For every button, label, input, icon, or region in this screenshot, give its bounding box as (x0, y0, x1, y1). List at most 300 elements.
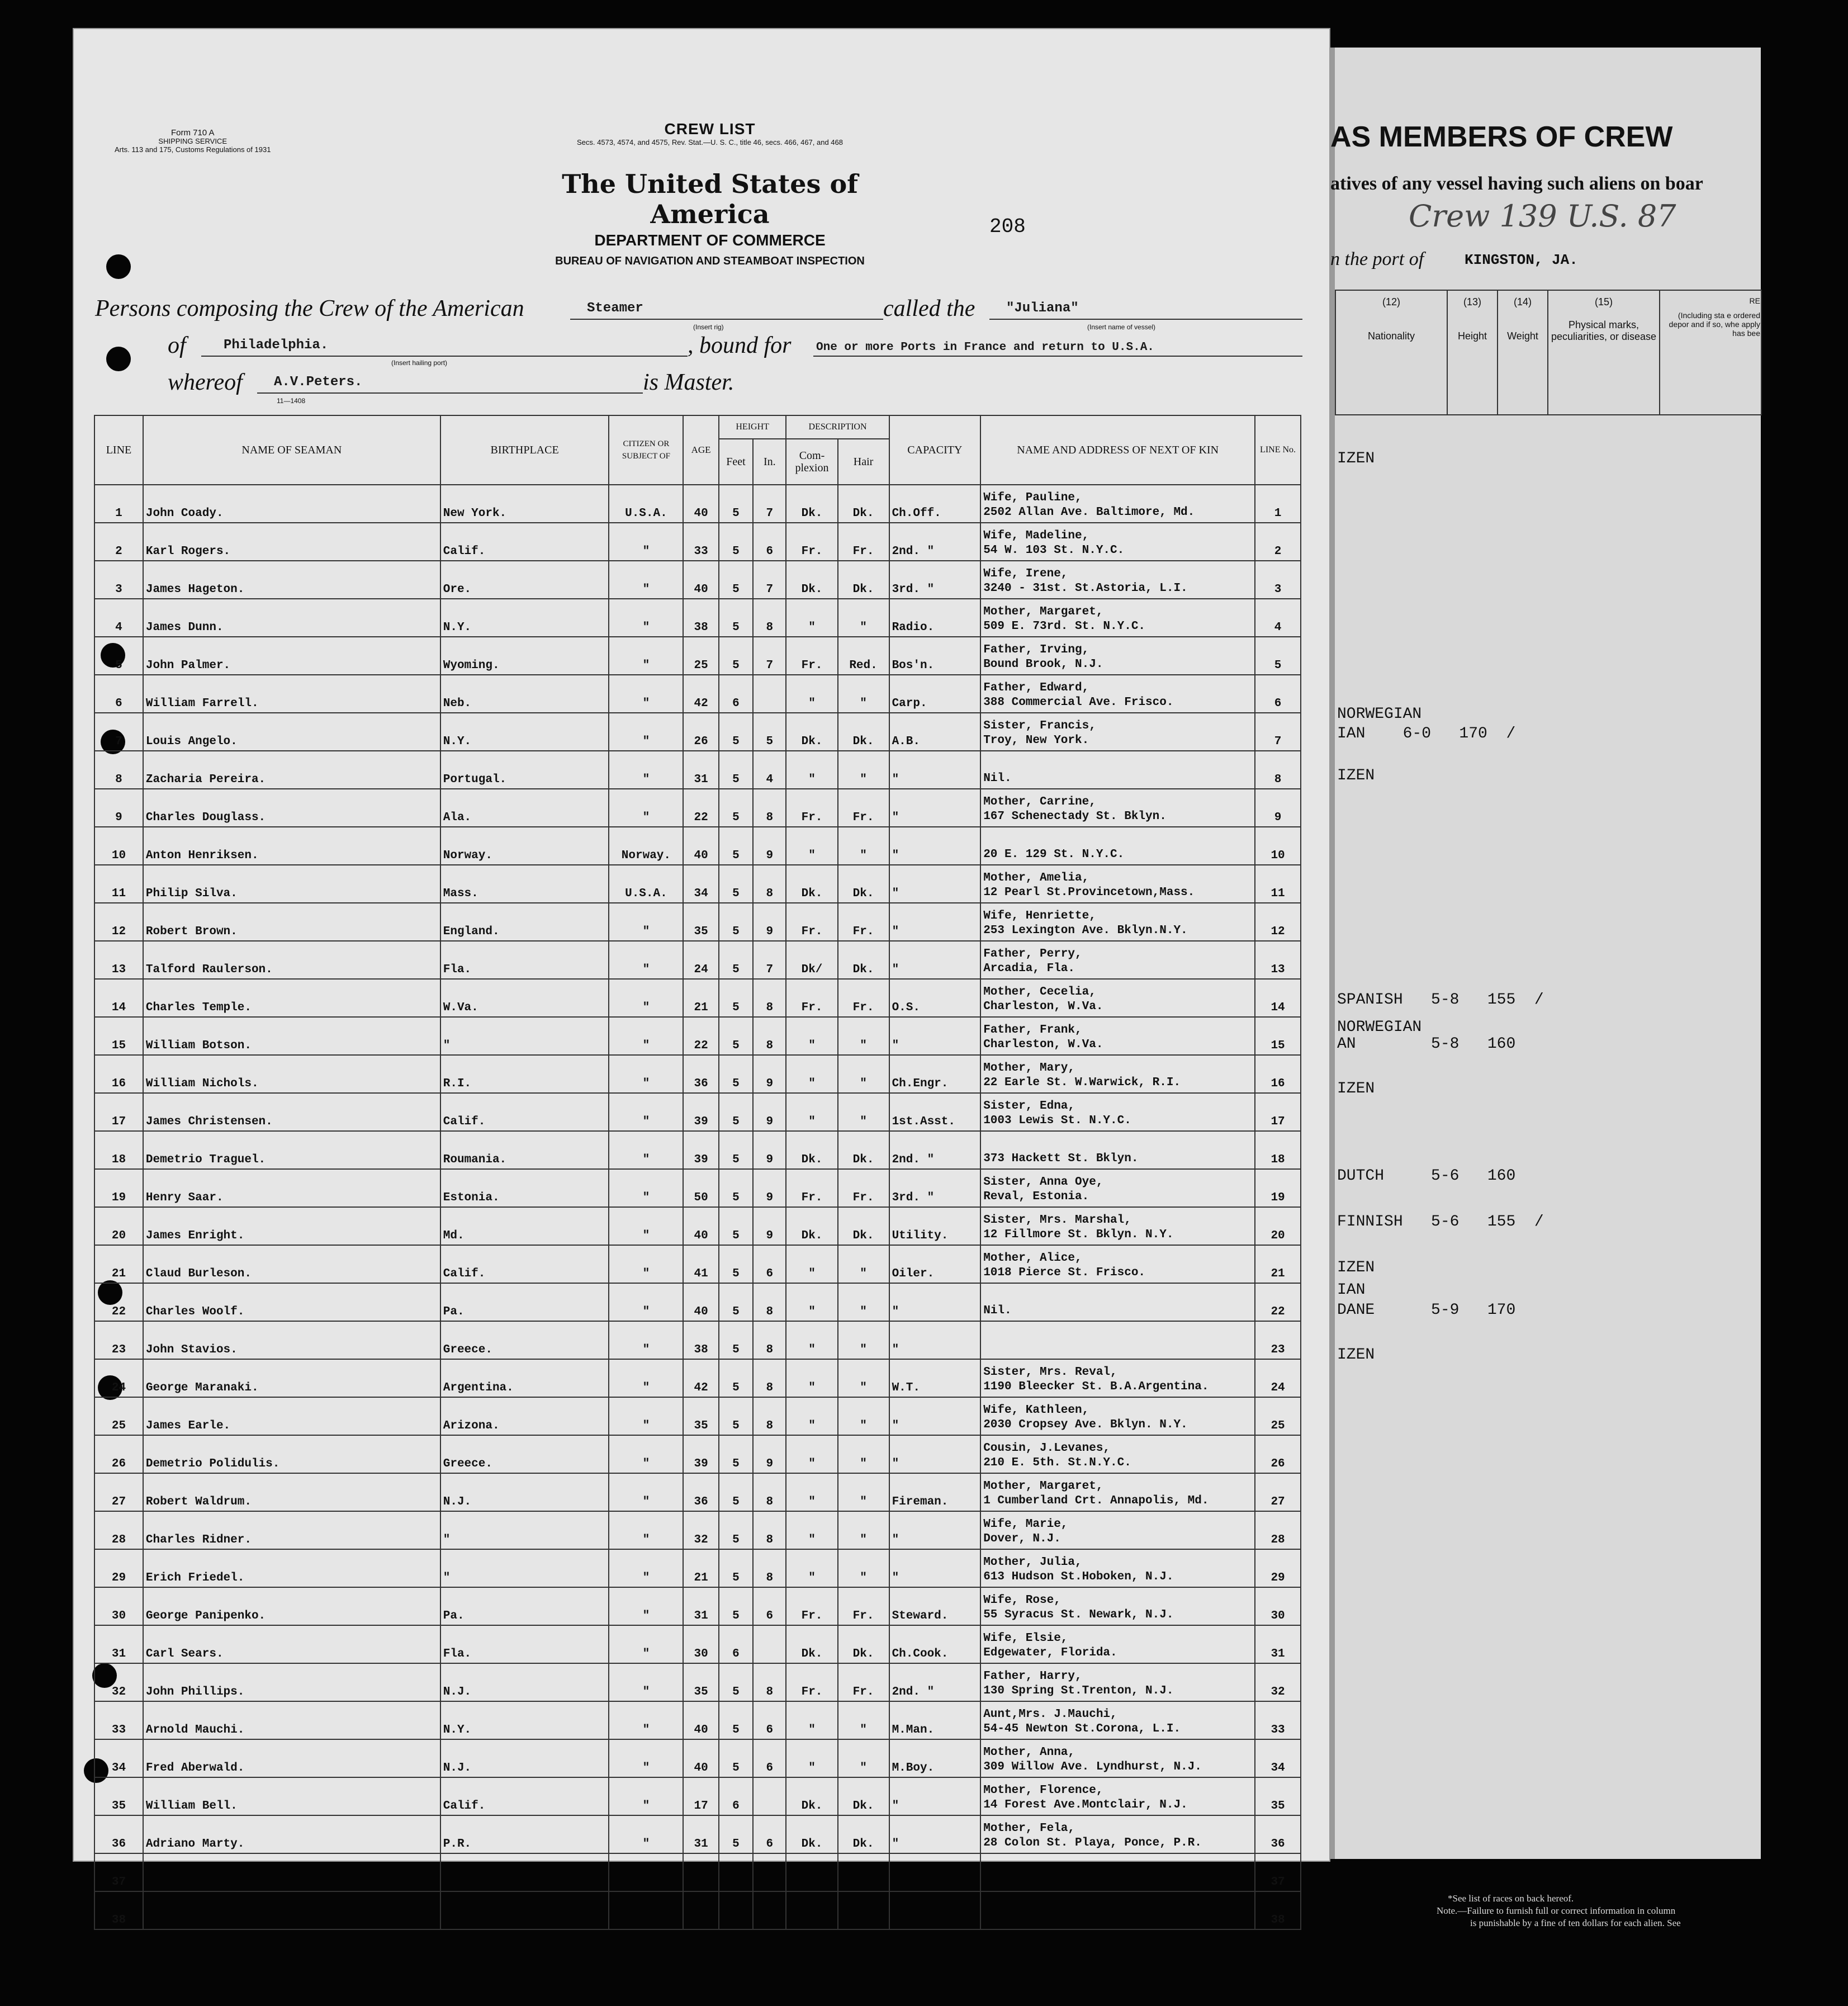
note-races: *See list of races on back hereof. (1448, 1893, 1574, 1904)
col-height: HEIGHT (719, 415, 786, 439)
right-page-subtitle: atives of any vessel having such aliens on boar (1330, 173, 1703, 194)
next-of-kin (980, 599, 1255, 637)
height-inches: 5 (753, 713, 786, 751)
capacity: Ch.Cook. (889, 1625, 981, 1663)
hair: " (838, 1245, 889, 1283)
table-row (94, 1435, 1301, 1473)
age: 38 (683, 599, 718, 637)
line-number-right: 22 (1255, 1283, 1301, 1321)
complexion: Fr. (786, 903, 837, 941)
kin-address: 2030 Cropsey Ave. Bklyn. N.Y. (983, 1418, 1188, 1431)
hair: " (838, 675, 889, 713)
citizenship: " (609, 523, 683, 561)
hair: Dk. (838, 1777, 889, 1815)
kin-address: 373 Hackett St. Bklyn. (983, 1152, 1139, 1165)
hair: Dk. (838, 941, 889, 979)
alien-entry: IZEN (1337, 1080, 1375, 1097)
age: 39 (683, 1435, 718, 1473)
age: 36 (683, 1055, 718, 1093)
table-row (94, 1549, 1301, 1587)
height-feet: 5 (719, 1549, 753, 1587)
height-inches: 8 (753, 1397, 786, 1435)
capacity: " (889, 1777, 981, 1815)
citizenship: " (609, 1777, 683, 1815)
line-number: 4 (94, 599, 143, 637)
alien-header-row (1335, 290, 1761, 415)
age: 21 (683, 979, 718, 1017)
height-inches: 8 (753, 1321, 786, 1359)
hair: Dk. (838, 561, 889, 599)
birthplace: Argentina. (440, 1359, 609, 1397)
complexion: Fr. (786, 1587, 837, 1625)
height-feet: 5 (719, 1473, 753, 1511)
capacity: 2nd. " (889, 523, 981, 561)
destination: One or more Ports in France and return to U.S.A. (816, 341, 1154, 354)
col-r-height (1447, 290, 1498, 415)
capacity (889, 1891, 981, 1929)
arrival-port: KINGSTON, JA. (1465, 252, 1578, 268)
line-number: 11 (94, 865, 143, 903)
next-of-kin (980, 1549, 1255, 1587)
kin-address: 1018 Pierce St. Frisco. (983, 1266, 1146, 1279)
birthplace: R.I. (440, 1055, 609, 1093)
capacity: " (889, 1435, 981, 1473)
kin-address: 388 Commercial Ave. Frisco. (983, 696, 1174, 709)
next-of-kin (980, 1891, 1255, 1929)
next-of-kin (980, 1435, 1255, 1473)
hair: Fr. (838, 903, 889, 941)
height-feet: 6 (719, 675, 753, 713)
birthplace: Ala. (440, 789, 609, 827)
alien-entry: IZEN (1337, 1346, 1375, 1364)
next-of-kin (980, 1625, 1255, 1663)
height-inches: 9 (753, 903, 786, 941)
kin-name: Sister, Edna, (983, 1100, 1075, 1113)
line-number: 38 (94, 1891, 143, 1929)
line-number-right: 34 (1255, 1739, 1301, 1777)
height-feet: 5 (719, 523, 753, 561)
note-fine: is punishable by a fine of ten dollars for each alien. See (1470, 1918, 1681, 1928)
table-row (94, 1739, 1301, 1777)
complexion: " (786, 1283, 837, 1321)
crew-table-body (94, 485, 1301, 1929)
line-number-right: 10 (1255, 827, 1301, 865)
kin-address: 167 Schenectady St. Bklyn. (983, 810, 1167, 823)
complexion: Dk. (786, 561, 837, 599)
table-row (94, 1169, 1301, 1207)
table-row (94, 1473, 1301, 1511)
next-of-kin (980, 675, 1255, 713)
next-of-kin (980, 789, 1255, 827)
height-feet: 5 (719, 1017, 753, 1055)
seaman-name: John Palmer. (143, 637, 440, 675)
next-of-kin (980, 1055, 1255, 1093)
line-number-right: 4 (1255, 599, 1301, 637)
capacity (889, 1853, 981, 1891)
hair: " (838, 827, 889, 865)
age: 50 (683, 1169, 718, 1207)
birthplace (440, 1853, 609, 1891)
capacity: " (889, 827, 981, 865)
height-inches: 9 (753, 1435, 786, 1473)
hair: Dk. (838, 1131, 889, 1169)
citizenship: " (609, 1435, 683, 1473)
kin-name: Father, Harry, (983, 1670, 1082, 1683)
kin-address: Nil. (983, 772, 1012, 785)
height-feet: 5 (719, 903, 753, 941)
note-penalty: Note.—Failure to furnish full or correct information in column (1437, 1905, 1676, 1916)
height-feet: 5 (719, 1321, 753, 1359)
next-of-kin (980, 1853, 1255, 1891)
age: 38 (683, 1321, 718, 1359)
table-row (94, 1283, 1301, 1321)
table-row (94, 1207, 1301, 1245)
next-of-kin (980, 1093, 1255, 1131)
seaman-name: William Nichols. (143, 1055, 440, 1093)
line-number-right: 18 (1255, 1131, 1301, 1169)
line-number-right: 35 (1255, 1777, 1301, 1815)
hair: " (838, 751, 889, 789)
kin-address: 210 E. 5th. St.N.Y.C. (983, 1456, 1131, 1469)
statute-reference: Secs. 4573, 4574, and 4575, Rev. Stat.—U. S. C., title 46, secs. 466, 467, and 468 (577, 138, 843, 146)
kin-name: Mother, Cecelia, (983, 986, 1096, 999)
hailing-port: Philadelphia. (224, 338, 329, 353)
capacity: 3rd. " (889, 1169, 981, 1207)
height-feet: 5 (719, 751, 753, 789)
line-number: 25 (94, 1397, 143, 1435)
col-complexion: Com-plexion (786, 439, 837, 485)
age: 42 (683, 1359, 718, 1397)
col-hair: Hair (838, 439, 889, 485)
birthplace: Md. (440, 1207, 609, 1245)
complexion: Dk/ (786, 941, 837, 979)
seaman-name: Anton Henriksen. (143, 827, 440, 865)
table-row (94, 1853, 1301, 1891)
line-number-right: 32 (1255, 1663, 1301, 1701)
kin-name: Mother, Fela, (983, 1822, 1075, 1835)
hair: " (838, 1055, 889, 1093)
line-number-right: 16 (1255, 1055, 1301, 1093)
age: 40 (683, 1739, 718, 1777)
line-number: 30 (94, 1587, 143, 1625)
complexion: " (786, 1701, 837, 1739)
citizenship: " (609, 941, 683, 979)
complexion: " (786, 1055, 837, 1093)
kin-address: 20 E. 129 St. N.Y.C. (983, 848, 1125, 861)
complexion: " (786, 675, 837, 713)
line-number: 17 (94, 1093, 143, 1131)
col14-number: (14) (1513, 296, 1532, 307)
seaman-name (143, 1891, 440, 1929)
age: 39 (683, 1093, 718, 1131)
age: 39 (683, 1131, 718, 1169)
birthplace: Norway. (440, 827, 609, 865)
capacity: " (889, 941, 981, 979)
capacity: 3rd. " (889, 561, 981, 599)
hair: Fr. (838, 1169, 889, 1207)
seaman-name: Carl Sears. (143, 1625, 440, 1663)
birthplace: " (440, 1511, 609, 1549)
kin-address: 12 Pearl St.Provincetown,Mass. (983, 886, 1195, 899)
hair: Dk. (838, 1625, 889, 1663)
citizenship: " (609, 1169, 683, 1207)
line-number-right: 37 (1255, 1853, 1301, 1891)
height-inches: 7 (753, 561, 786, 599)
birthplace: Mass. (440, 865, 609, 903)
age: 26 (683, 713, 718, 751)
seaman-name: John Stavios. (143, 1321, 440, 1359)
line-number-right: 2 (1255, 523, 1301, 561)
height-feet: 5 (719, 979, 753, 1017)
line-number-right: 8 (1255, 751, 1301, 789)
citizenship: " (609, 1017, 683, 1055)
citizenship: " (609, 1549, 683, 1587)
line-number: 13 (94, 941, 143, 979)
hair: Fr. (838, 1587, 889, 1625)
kin-address: Nil. (983, 1304, 1012, 1317)
height-inches: 4 (753, 751, 786, 789)
line-number: 20 (94, 1207, 143, 1245)
capacity: " (889, 789, 981, 827)
vessel-rig: Steamer (587, 301, 643, 316)
line-number-right: 20 (1255, 1207, 1301, 1245)
form-identifier (115, 129, 271, 154)
height-inches: 8 (753, 1017, 786, 1055)
seaman-name: James Dunn. (143, 599, 440, 637)
height-feet (719, 1891, 753, 1929)
line-number-right: 28 (1255, 1511, 1301, 1549)
height-feet: 5 (719, 561, 753, 599)
complexion: " (786, 1017, 837, 1055)
punch-hole (106, 347, 131, 371)
age: 40 (683, 561, 718, 599)
next-of-kin (980, 485, 1255, 523)
age: 17 (683, 1777, 718, 1815)
complexion: Dk. (786, 1207, 837, 1245)
next-of-kin (980, 1739, 1255, 1777)
line-number-right: 9 (1255, 789, 1301, 827)
next-of-kin (980, 713, 1255, 751)
seaman-name: George Maranaki. (143, 1359, 440, 1397)
birthplace: Roumania. (440, 1131, 609, 1169)
vessel-name: "Juliana" (1006, 301, 1079, 316)
kin-name: Father, Edward, (983, 682, 1089, 694)
hair: Fr. (838, 523, 889, 561)
height-feet (719, 1853, 753, 1891)
crew-table (94, 415, 1301, 1930)
height-feet: 5 (719, 1131, 753, 1169)
height-feet: 5 (719, 1587, 753, 1625)
table-row (94, 1587, 1301, 1625)
form-service: SHIPPING SERVICE (158, 137, 227, 145)
next-of-kin (980, 1321, 1255, 1359)
next-of-kin (980, 1131, 1255, 1169)
complexion: Fr. (786, 979, 837, 1017)
age: 35 (683, 903, 718, 941)
kin-address: Arcadia, Fla. (983, 962, 1075, 975)
line-number-right: 27 (1255, 1473, 1301, 1511)
citizenship: " (609, 675, 683, 713)
height-feet: 5 (719, 789, 753, 827)
birthplace: Pa. (440, 1283, 609, 1321)
birthplace: N.J. (440, 1739, 609, 1777)
line-number-right: 24 (1255, 1359, 1301, 1397)
destination-underline (813, 356, 1302, 357)
table-row (94, 903, 1301, 941)
kin-address: Reval, Estonia. (983, 1190, 1089, 1203)
form-number: Form 710 A (170, 128, 215, 138)
height-inches: 8 (753, 865, 786, 903)
hair: Fr. (838, 1663, 889, 1701)
capacity: Radio. (889, 599, 981, 637)
seaman-name: Zacharia Pereira. (143, 751, 440, 789)
seaman-name: Robert Brown. (143, 903, 440, 941)
kin-name: Mother, Anna, (983, 1746, 1075, 1759)
seaman-name: Robert Waldrum. (143, 1473, 440, 1511)
birthplace: Pa. (440, 1587, 609, 1625)
vessel-underline (989, 319, 1302, 320)
table-row (94, 1511, 1301, 1549)
height-inches (753, 1853, 786, 1891)
line-number: 37 (94, 1853, 143, 1891)
line-number-right: 23 (1255, 1321, 1301, 1359)
of-label: of (168, 333, 186, 358)
line-number-right: 30 (1255, 1587, 1301, 1625)
punch-hole (106, 254, 131, 279)
col14-label: Weight (1507, 330, 1538, 342)
birthplace: Greece. (440, 1435, 609, 1473)
birthplace: Greece. (440, 1321, 609, 1359)
col-name: NAME OF SEAMAN (143, 415, 440, 485)
seaman-name: John Phillips. (143, 1663, 440, 1701)
height-feet: 5 (719, 1739, 753, 1777)
table-row (94, 561, 1301, 599)
kin-name: Wife, Henriette, (983, 910, 1096, 922)
birthplace: Portugal. (440, 751, 609, 789)
col16-label: RE (1749, 296, 1760, 305)
col-inches: In. (753, 439, 786, 485)
age: 32 (683, 1511, 718, 1549)
next-of-kin (980, 1169, 1255, 1207)
kin-address: 12 Fillmore St. Bklyn. N.Y. (983, 1228, 1174, 1241)
height-feet: 5 (719, 1435, 753, 1473)
birthplace: " (440, 1549, 609, 1587)
complexion: Dk. (786, 713, 837, 751)
kin-name: Mother, Amelia, (983, 872, 1089, 884)
capacity: 2nd. " (889, 1663, 981, 1701)
bound-for-label: , bound for (688, 333, 792, 358)
height-inches: 8 (753, 1511, 786, 1549)
birthplace: P.R. (440, 1815, 609, 1853)
seaman-name: William Botson. (143, 1017, 440, 1055)
kin-address: 22 Earle St. W.Warwick, R.I. (983, 1076, 1181, 1089)
citizenship (609, 1891, 683, 1929)
kin-address: Troy, New York. (983, 734, 1089, 747)
col-remarks (1660, 290, 1761, 415)
citizenship: " (609, 1131, 683, 1169)
height-feet: 5 (719, 1169, 753, 1207)
seaman-name: Adriano Marty. (143, 1815, 440, 1853)
line-number: 36 (94, 1815, 143, 1853)
citizenship: " (609, 1663, 683, 1701)
citizenship: Norway. (609, 827, 683, 865)
col12-label: Nationality (1367, 330, 1415, 342)
hair: Fr. (838, 789, 889, 827)
seaman-name: Charles Douglass. (143, 789, 440, 827)
line-number-right: 15 (1255, 1017, 1301, 1055)
line-number: 35 (94, 1777, 143, 1815)
height-inches (753, 1777, 786, 1815)
line-number: 15 (94, 1017, 143, 1055)
citizenship (609, 1853, 683, 1891)
height-inches: 8 (753, 1549, 786, 1587)
complexion: Dk. (786, 1815, 837, 1853)
bureau-heading: BUREAU OF NAVIGATION AND STEAMBOAT INSPECTION (555, 255, 865, 267)
kin-address: 253 Lexington Ave. Bklyn.N.Y. (983, 924, 1188, 937)
next-of-kin (980, 1473, 1255, 1511)
height-feet: 5 (719, 1663, 753, 1701)
seaman-name: Philip Silva. (143, 865, 440, 903)
citizenship: U.S.A. (609, 485, 683, 523)
table-row (94, 827, 1301, 865)
seaman-name: Talford Raulerson. (143, 941, 440, 979)
kin-name: Mother, Julia, (983, 1556, 1082, 1569)
complexion: " (786, 1739, 837, 1777)
line-number: 6 (94, 675, 143, 713)
kin-address: Dover, N.J. (983, 1532, 1061, 1545)
citizenship: " (609, 713, 683, 751)
alien-entry: IZEN (1337, 450, 1375, 467)
handwritten-annotation: Crew 139 U.S. 87 (1409, 198, 1676, 234)
capacity: " (889, 1017, 981, 1055)
height-inches: 6 (753, 1815, 786, 1853)
citizenship: " (609, 903, 683, 941)
port-hint: (Insert hailing port) (391, 359, 448, 367)
capacity: Oiler. (889, 1245, 981, 1283)
hair (838, 1853, 889, 1891)
height-inches: 8 (753, 1473, 786, 1511)
complexion: " (786, 599, 837, 637)
birthplace: N.J. (440, 1663, 609, 1701)
complexion: " (786, 827, 837, 865)
table-row (94, 1625, 1301, 1663)
line-number: 26 (94, 1435, 143, 1473)
col13-label: Height (1457, 330, 1487, 342)
complexion: Fr. (786, 1169, 837, 1207)
hair: Red. (838, 637, 889, 675)
capacity: " (889, 1549, 981, 1587)
hair: " (838, 1739, 889, 1777)
seaman-name (143, 1853, 440, 1891)
age (683, 1891, 718, 1929)
height-inches: 7 (753, 637, 786, 675)
kin-address: 54 W. 103 St. N.Y.C. (983, 544, 1125, 557)
complexion: " (786, 1473, 837, 1511)
birthplace: Estonia. (440, 1169, 609, 1207)
line-number: 34 (94, 1739, 143, 1777)
height-inches: 8 (753, 599, 786, 637)
seaman-name: Karl Rogers. (143, 523, 440, 561)
line-number-right: 11 (1255, 865, 1301, 903)
table-row (94, 1777, 1301, 1815)
table-row (94, 1017, 1301, 1055)
seaman-name: William Farrell. (143, 675, 440, 713)
vessel-hint: (Insert name of vessel) (1087, 323, 1156, 331)
hair: " (838, 1397, 889, 1435)
citizenship: " (609, 1625, 683, 1663)
height-feet: 5 (719, 1815, 753, 1853)
hair: Dk. (838, 1815, 889, 1853)
